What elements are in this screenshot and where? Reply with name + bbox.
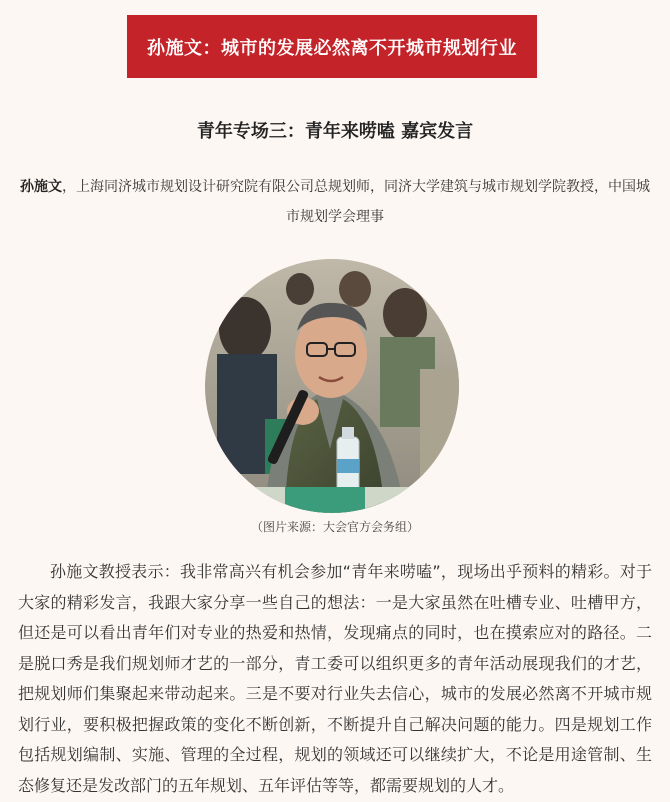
photo-caption: （图片来源：大会官方会务组）: [250, 520, 419, 534]
speaker-bio: [18, 172, 652, 232]
speaker-photo-illustration: [205, 259, 459, 513]
banner-title: 孙施文：城市的发展必然离不开城市规划行业: [147, 37, 517, 59]
speaker-description: ，上海同济城市规划设计研究院有限公司总规划师，同济大学建筑与城市规划学院教授，中国城市规划学会理事: [62, 179, 650, 225]
speaker-photo: [205, 259, 459, 513]
section-title: 青年专场三：青年来唠嗑 嘉宾发言: [196, 121, 474, 142]
title-banner: [127, 15, 537, 78]
body-paragraph: 孙施文教授表示：我非常高兴有机会参加“青年来唠嗑”，现场出乎预料的精彩。对于大家的精彩发言，我跟大家分享一些自己的想法：一是大家虽然在吐槽专业、吐槽甲方，但还是可以看出青年们对专业的热爱和热情，发现痛点的同时，也在摸索应对的路径。二是脱口秀是我们规划师才艺的一部分，青工委可以组织更多的青年活动展现我们的才艺，把规划师们集聚起来带动起来。三是不要对行业失去信心，城市的发展必然离不开城市规划行业，要积极把握政策的变化不断创新，不断提升自己解决问题的能力。四是规划工作包括规划编制、实施、管理的全过程，规划的领域还可以继续扩大，不论是用途管制、生态修复还是发改部门的五年规划、五年评估等等，都需要规划的人才。: [18, 562, 652, 795]
speaker-name: 孙施文: [20, 179, 62, 195]
